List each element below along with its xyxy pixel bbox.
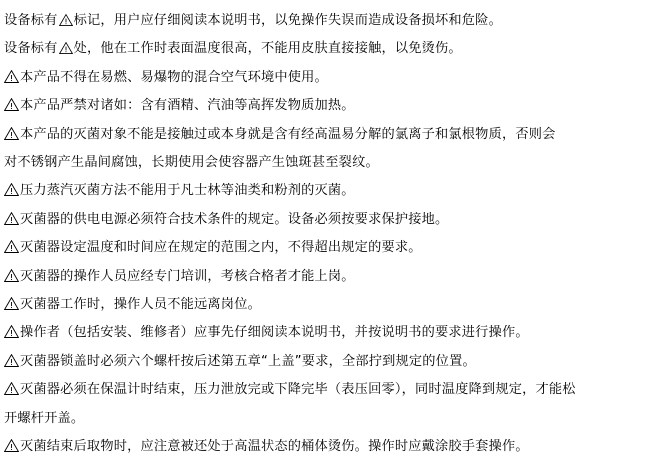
warning-text: 灭菌器的操作人员应经专门培训，考核合格者才能上岗。 — [20, 268, 355, 284]
warning-triangle-icon — [4, 439, 19, 452]
warning-text: 本产品不得在易燃、易爆物的混合空气环境中使用。 — [20, 69, 328, 85]
warning-triangle-icon — [4, 212, 19, 225]
warning-line — [4, 206, 648, 234]
warning-text: 灭菌器工作时，操作人员不能远离岗位。 — [20, 297, 261, 313]
warning-line — [4, 433, 648, 461]
warning-paragraph — [4, 92, 648, 120]
warning-paragraph — [4, 64, 648, 92]
warning-triangle-icon — [4, 325, 19, 338]
warning-text: 灭菌器的供电电源必须符合技术条件的规定。设备必须按要求保护接地。 — [20, 211, 449, 227]
warning-paragraph — [4, 319, 648, 347]
warning-line — [4, 35, 648, 63]
warning-line — [4, 121, 648, 149]
warning-paragraph — [4, 206, 648, 234]
warning-paragraph — [4, 121, 648, 178]
warning-paragraph — [4, 291, 648, 319]
warning-paragraph — [4, 376, 648, 433]
warning-paragraph — [4, 263, 648, 291]
warning-triangle-icon — [4, 98, 19, 111]
warning-paragraph — [4, 433, 648, 461]
warning-text: 灭菌器必须在保温计时结束，压力泄放完或下降完毕（表压回零），同时温度降到规定，才能松 — [20, 382, 576, 398]
warning-triangle-icon — [59, 42, 73, 54]
warning-paragraph — [4, 234, 648, 262]
warning-text: 处，他在工作时表面温度很高，不能用皮肤直接接触，以免烫伤。 — [73, 41, 462, 57]
warning-triangle-icon — [4, 240, 19, 253]
warning-line — [4, 348, 648, 376]
warning-line — [4, 64, 648, 92]
warning-paragraph — [4, 35, 648, 63]
warning-text: 灭菌结束后取物时，应注意被还处于高温状态的桶体烫伤。操作时应戴涂胶手套操作。 — [20, 439, 529, 455]
warning-text: 灭菌器设定温度和时间应在规定的范围之内，不得超出规定的要求。 — [20, 240, 422, 256]
warning-line — [4, 7, 648, 35]
warning-line — [4, 376, 648, 404]
warning-triangle-icon — [4, 382, 19, 395]
warning-text: 灭菌器锁盖时必须六个螺杆按后述第五章“上盖”要求，全部拧到规定的位置。 — [20, 353, 476, 369]
warning-text: 对不锈钢产生晶间腐蚀，长期使用会使容器产生蚀斑甚至裂纹。 — [4, 155, 379, 171]
warning-line — [4, 177, 648, 205]
warning-line — [4, 149, 648, 177]
warning-line — [4, 263, 648, 291]
warning-line — [4, 319, 648, 347]
warning-paragraph — [4, 177, 648, 205]
warning-triangle-icon — [4, 127, 19, 140]
warning-line — [4, 405, 648, 433]
warning-text: 开螺杆开盖。 — [4, 410, 85, 426]
warning-paragraph — [4, 7, 648, 35]
warning-text: 本产品的灭菌对象不能是接触过或本身就是含有经高温易分解的氯离子和氯根物质，否则会 — [20, 126, 556, 142]
warning-triangle-icon — [4, 183, 19, 196]
warning-text: 操作者（包括安装、维修者）应事先仔细阅读本说明书，并按说明书的要求进行操作。 — [20, 325, 529, 341]
warning-paragraph — [4, 348, 648, 376]
warning-text: 标记，用户应仔细阅读本说明书，以免操作失误而造成设备损坏和危险。 — [73, 13, 502, 28]
warning-text: 设备标有 — [4, 41, 58, 57]
warning-text: 本产品严禁对诸如：含有酒精、汽油等高挥发物质加热。 — [20, 98, 355, 114]
warning-triangle-icon — [4, 297, 19, 310]
warning-line — [4, 291, 648, 319]
warning-triangle-icon — [4, 354, 19, 367]
warning-triangle-icon — [4, 269, 19, 282]
warning-text: 压力蒸汽灭菌方法不能用于凡士林等油类和粉剂的灭菌。 — [20, 183, 355, 199]
warning-triangle-icon — [4, 70, 19, 83]
warning-text: 设备标有 — [4, 13, 58, 28]
warning-line — [4, 234, 648, 262]
warning-triangle-icon — [59, 14, 73, 26]
warning-line — [4, 92, 648, 120]
